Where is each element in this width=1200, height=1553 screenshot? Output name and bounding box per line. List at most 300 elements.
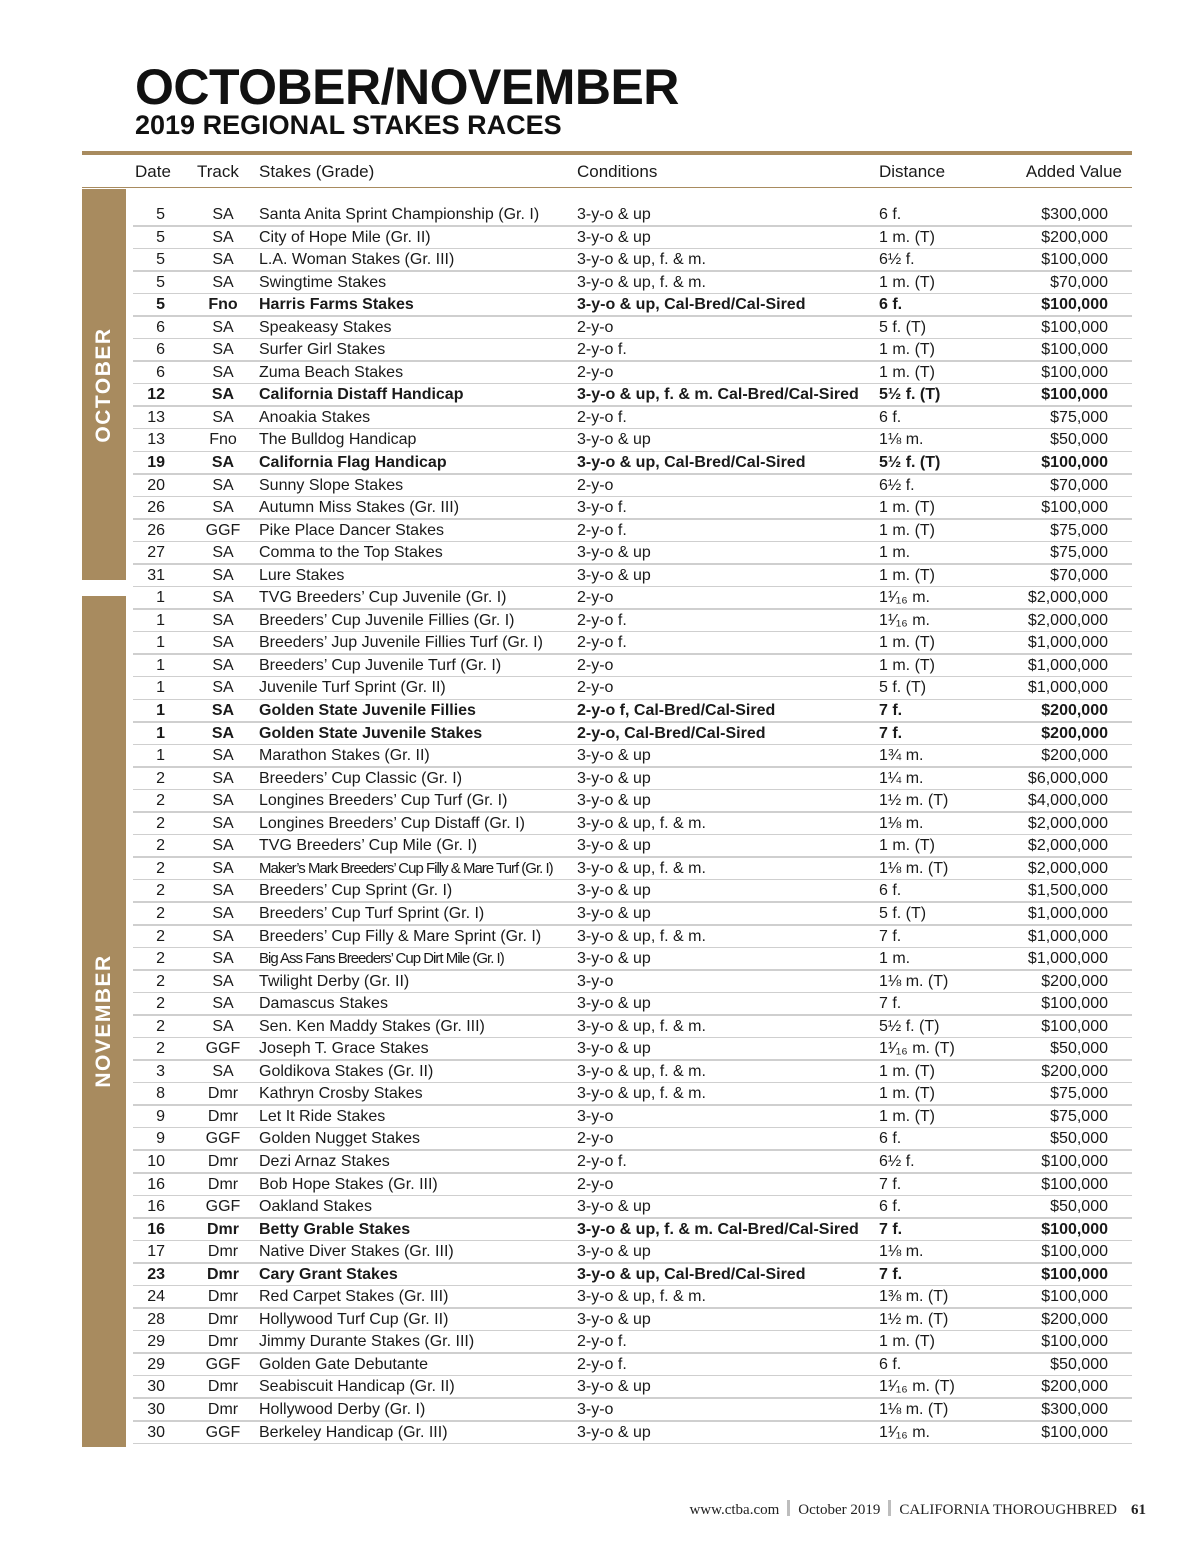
cell-added-value: $4,000,000 (1027, 792, 1108, 810)
cell-distance: 1⅛ m. (T) (879, 972, 949, 990)
cell-date: 2 (156, 792, 165, 810)
table-row (0, 587, 1200, 610)
table-row (0, 542, 1200, 565)
cell-track: SA (212, 273, 234, 291)
cell-conditions: 3-y-o & up, f. & m. (577, 251, 706, 269)
cell-stakes: Seabiscuit Handicap (Gr. II) (259, 1378, 455, 1396)
cell-stakes: Santa Anita Sprint Championship (Gr. I) (259, 206, 540, 223)
cell-added-value: $2,000,000 (1027, 589, 1108, 607)
cell-added-value: $100,000 (1041, 1220, 1108, 1238)
cell-distance: 1⅛ m. (879, 1243, 924, 1261)
cell-stakes: Goldikova Stakes (Gr. II) (259, 1062, 434, 1080)
cell-date: 1 (156, 747, 165, 765)
cell-stakes: Twilight Derby (Gr. II) (259, 972, 410, 990)
footer-separator (787, 1500, 790, 1516)
cell-track: SA (212, 769, 234, 787)
cell-distance: 1⅜ m. (T) (879, 1288, 949, 1306)
table-row (0, 1286, 1200, 1309)
footer-issue: October 2019 (798, 1502, 881, 1518)
cell-stakes: Comma to the Top Stakes (259, 544, 443, 562)
cell-added-value: $100,000 (1041, 341, 1108, 359)
cell-conditions: 2-y-o f. (577, 1152, 627, 1170)
table-row (0, 813, 1200, 836)
cell-track: Dmr (207, 1107, 239, 1125)
cell-stakes: Jimmy Durante Stakes (Gr. III) (259, 1333, 475, 1351)
cell-conditions: 2-y-o (577, 318, 614, 336)
cell-added-value: $200,000 (1041, 1310, 1108, 1328)
cell-distance: 1 m. (T) (879, 341, 935, 359)
cell-conditions: 3-y-o & up, Cal-Bred/Cal-Sired (577, 1265, 806, 1283)
cell-stakes: Swingtime Stakes (259, 273, 387, 291)
cell-date: 1 (156, 679, 165, 697)
table-row (0, 249, 1200, 272)
cell-date: 12 (147, 386, 165, 404)
cell-stakes: Speakeasy Stakes (259, 318, 392, 336)
cell-date: 16 (147, 1175, 165, 1193)
table-row (0, 677, 1200, 700)
cell-added-value: $6,000,000 (1027, 769, 1108, 787)
cell-track: SA (212, 950, 234, 968)
cell-conditions: 3-y-o & up (577, 904, 651, 922)
cell-distance: 1¹⁄₁₆ m. (879, 1423, 930, 1441)
cell-stakes: Sen. Ken Maddy Stakes (Gr. III) (259, 1017, 485, 1035)
cell-added-value: $100,000 (1041, 386, 1108, 404)
cell-added-value: $50,000 (1050, 1130, 1108, 1148)
cell-distance: 6 f. (879, 408, 902, 426)
cell-date: 6 (156, 363, 165, 381)
table-row (0, 790, 1200, 813)
cell-conditions: 3-y-o & up, Cal-Bred/Cal-Sired (577, 454, 806, 472)
cell-track: SA (212, 972, 234, 990)
cell-distance: 1 m. (T) (879, 228, 935, 246)
table-row (0, 723, 1200, 746)
cell-added-value: $70,000 (1050, 476, 1108, 494)
cell-added-value: $100,000 (1041, 1333, 1108, 1351)
table-row (0, 1309, 1200, 1332)
cell-conditions: 3-y-o & up (577, 206, 651, 223)
cell-stakes: Surfer Girl Stakes (259, 341, 386, 359)
cell-conditions: 3-y-o & up, Cal-Bred/Cal-Sired (577, 296, 806, 314)
cell-stakes: Breeders’ Cup Juvenile Turf (Gr. I) (259, 656, 502, 674)
cell-stakes: Big Ass Fans Breeders’ Cup Dirt Mile (Gr. I) (259, 950, 504, 968)
cell-added-value: $75,000 (1050, 1085, 1108, 1103)
cell-track: SA (212, 318, 234, 336)
cell-stakes: Autumn Miss Stakes (Gr. III) (259, 499, 460, 517)
cell-date: 1 (156, 702, 165, 720)
cell-added-value: $100,000 (1041, 363, 1108, 381)
cell-conditions: 3-y-o & up, f. & m. (577, 814, 706, 832)
table-row (0, 1016, 1200, 1039)
cell-distance: 1 m. (T) (879, 363, 935, 381)
cell-added-value: $2,000,000 (1027, 814, 1108, 832)
cell-track: SA (212, 408, 234, 426)
cell-added-value: $100,000 (1041, 995, 1108, 1013)
cell-date: 1 (156, 656, 165, 674)
table-row (0, 632, 1200, 655)
cell-track: SA (212, 1017, 234, 1035)
table-row (0, 1331, 1200, 1354)
cell-added-value: $75,000 (1050, 1107, 1108, 1125)
cell-distance: 6 f. (879, 1130, 902, 1148)
cell-added-value: $1,500,000 (1027, 882, 1108, 900)
cell-conditions: 3-y-o & up (577, 1378, 651, 1396)
cell-distance: 5 f. (T) (879, 318, 927, 336)
cell-added-value: $50,000 (1050, 431, 1108, 449)
cell-distance: 1 m. (T) (879, 656, 935, 674)
cell-stakes: Bob Hope Stakes (Gr. III) (259, 1175, 438, 1193)
table-row (0, 1241, 1200, 1264)
cell-track: SA (212, 634, 234, 652)
cell-track: GGF (205, 1040, 241, 1058)
cell-added-value: $200,000 (1041, 1062, 1108, 1080)
cell-stakes: Marathon Stakes (Gr. II) (259, 747, 430, 765)
cell-added-value: $200,000 (1041, 702, 1108, 720)
cell-conditions: 3-y-o & up (577, 882, 651, 900)
cell-track: Dmr (207, 1243, 239, 1261)
cell-date: 5 (156, 251, 165, 269)
table-row (0, 768, 1200, 791)
cell-date: 2 (156, 950, 165, 968)
cell-track: Dmr (206, 1265, 239, 1283)
cell-date: 2 (156, 1017, 165, 1035)
cell-track: Fno (208, 296, 238, 314)
cell-conditions: 3-y-o (577, 1107, 614, 1125)
cell-track: Dmr (207, 1152, 239, 1170)
table-row (0, 1422, 1200, 1445)
cell-distance: 1⅛ m. (T) (879, 1400, 949, 1418)
cell-conditions: 3-y-o & up (577, 431, 651, 449)
cell-distance: 1¾ m. (879, 747, 924, 765)
cell-distance: 7 f. (879, 702, 903, 720)
cell-added-value: $100,000 (1041, 454, 1108, 472)
cell-added-value: $100,000 (1041, 296, 1108, 314)
cell-distance: 6 f. (879, 882, 902, 900)
cell-track: SA (212, 228, 234, 246)
table-row (0, 204, 1200, 227)
cell-date: 24 (147, 1288, 165, 1306)
cell-track: SA (212, 566, 234, 584)
cell-stakes: Harris Farms Stakes (259, 296, 414, 314)
cell-date: 10 (147, 1152, 165, 1170)
cell-track: SA (212, 995, 234, 1013)
cell-added-value: $100,000 (1041, 1423, 1108, 1441)
cell-distance: 7 f. (879, 1220, 903, 1238)
column-header-distance: Distance (879, 162, 946, 181)
cell-stakes: Lure Stakes (259, 566, 345, 584)
table-row (0, 227, 1200, 250)
cell-distance: 1 m. (T) (879, 837, 935, 855)
table-row (0, 1219, 1200, 1242)
cell-conditions: 2-y-o (577, 679, 614, 697)
cell-date: 2 (156, 882, 165, 900)
cell-date: 27 (147, 544, 165, 562)
table-row (0, 1174, 1200, 1197)
cell-conditions: 2-y-o (577, 1130, 614, 1148)
table-row (0, 520, 1200, 543)
cell-stakes: Golden State Juvenile Fillies (259, 702, 476, 720)
table-row (0, 384, 1200, 407)
cell-track: SA (212, 679, 234, 697)
cell-stakes: Hollywood Derby (Gr. I) (259, 1400, 426, 1418)
cell-track: Dmr (207, 1288, 239, 1306)
cell-distance: 1¹⁄₁₆ m. (T) (879, 1040, 955, 1058)
cell-track: Dmr (207, 1175, 239, 1193)
table-row (0, 1399, 1200, 1422)
cell-conditions: 3-y-o & up, f. & m. (577, 1288, 706, 1306)
footer-separator (888, 1500, 891, 1516)
cell-conditions: 3-y-o & up, f. & m. Cal-Bred/Cal-Sired (577, 386, 859, 404)
cell-added-value: $50,000 (1050, 1355, 1108, 1373)
cell-track: Dmr (207, 1333, 239, 1351)
footer-publication: CALIFORNIA THOROUGHBRED (899, 1502, 1117, 1518)
cell-conditions: 3-y-o & up, f. & m. (577, 1017, 706, 1035)
cell-track: SA (212, 904, 234, 922)
cell-date: 6 (156, 318, 165, 336)
cell-stakes: Oakland Stakes (259, 1198, 372, 1216)
cell-conditions: 3-y-o & up, f. & m. (577, 273, 706, 291)
cell-conditions: 2-y-o (577, 476, 614, 494)
cell-date: 5 (156, 228, 165, 246)
cell-added-value: $100,000 (1041, 318, 1108, 336)
cell-conditions: 2-y-o f. (577, 408, 627, 426)
cell-track: SA (212, 1062, 234, 1080)
cell-stakes: Golden Nugget Stakes (259, 1130, 420, 1148)
cell-track: SA (212, 611, 234, 629)
cell-track: SA (212, 747, 234, 765)
cell-date: 1 (156, 611, 165, 629)
table-row (0, 362, 1200, 385)
cell-distance: 1⅛ m. (879, 814, 924, 832)
cell-distance: 1 m. (T) (879, 566, 935, 584)
cell-added-value: $2,000,000 (1027, 611, 1108, 629)
table-row (0, 1376, 1200, 1399)
table-row (0, 339, 1200, 362)
cell-conditions: 2-y-o f. (577, 341, 627, 359)
cell-date: 29 (147, 1355, 165, 1373)
cell-track: GGF (205, 1130, 241, 1148)
cell-added-value: $1,000,000 (1027, 634, 1108, 652)
cell-track: SA (212, 882, 234, 900)
page-title: OCTOBER/NOVEMBER (135, 59, 679, 115)
cell-date: 3 (156, 1062, 165, 1080)
cell-track: Dmr (207, 1378, 239, 1396)
cell-track: SA (211, 454, 235, 472)
cell-added-value: $100,000 (1041, 1152, 1108, 1170)
cell-track: SA (212, 792, 234, 810)
table-row (0, 858, 1200, 881)
cell-stakes: Hollywood Turf Cup (Gr. II) (259, 1310, 449, 1328)
november-month-label: NOVEMBER (92, 954, 115, 1088)
cell-stakes: City of Hope Mile (Gr. II) (259, 228, 431, 246)
cell-added-value: $100,000 (1041, 1288, 1108, 1306)
table-row (0, 1083, 1200, 1106)
cell-added-value: $75,000 (1050, 544, 1108, 562)
cell-track: Dmr (206, 1220, 239, 1238)
cell-conditions: 3-y-o & up, f. & m. (577, 927, 706, 945)
table-row (0, 971, 1200, 994)
column-header-date: Date (135, 162, 171, 181)
table-row (0, 452, 1200, 475)
cell-stakes: Breeders’ Cup Turf Sprint (Gr. I) (259, 904, 485, 922)
cell-stakes: Dezi Arnaz Stakes (259, 1152, 390, 1170)
title-divider (82, 151, 1132, 155)
cell-date: 23 (147, 1265, 165, 1283)
cell-stakes: Berkeley Handicap (Gr. III) (259, 1423, 448, 1441)
cell-date: 1 (156, 634, 165, 652)
cell-distance: 5 f. (T) (879, 679, 927, 697)
cell-conditions: 2-y-o (577, 363, 614, 381)
table-row (0, 880, 1200, 903)
cell-added-value: $300,000 (1041, 1400, 1108, 1418)
table-row (0, 700, 1200, 723)
cell-date: 29 (147, 1333, 165, 1351)
cell-distance: 5 f. (T) (879, 904, 927, 922)
cell-added-value: $1,000,000 (1027, 950, 1108, 968)
cell-distance: 1¹⁄₁₆ m. (T) (879, 1378, 955, 1396)
cell-date: 2 (156, 859, 165, 877)
cell-conditions: 2-y-o f. (577, 1333, 627, 1351)
table-row (0, 1128, 1200, 1151)
header-divider (82, 187, 1132, 188)
cell-conditions: 2-y-o f. (577, 1355, 627, 1373)
cell-date: 28 (147, 1310, 165, 1328)
cell-stakes: Maker’s Mark Breeders’ Cup Filly & Mare Turf (Gr. I) (259, 859, 553, 877)
table-row (0, 993, 1200, 1016)
cell-distance: 6½ f. (879, 251, 915, 269)
cell-track: SA (211, 386, 235, 404)
cell-added-value: $200,000 (1041, 724, 1108, 742)
cell-stakes: Red Carpet Stakes (Gr. III) (259, 1288, 449, 1306)
cell-date: 26 (147, 499, 165, 517)
cell-distance: 7 f. (879, 724, 903, 742)
table-row (0, 1151, 1200, 1174)
cell-date: 31 (147, 566, 165, 584)
cell-distance: 7 f. (879, 1265, 903, 1283)
column-header-added-value: Added Value (1025, 162, 1122, 181)
cell-stakes: Breeders’ Cup Classic (Gr. I) (259, 769, 463, 787)
cell-track: SA (212, 837, 234, 855)
cell-date: 2 (156, 814, 165, 832)
cell-conditions: 2-y-o (577, 656, 614, 674)
cell-date: 2 (156, 769, 165, 787)
cell-conditions: 3-y-o & up (577, 1423, 651, 1441)
cell-track: SA (212, 544, 234, 562)
cell-date: 1 (156, 724, 165, 742)
cell-date: 2 (156, 1040, 165, 1058)
cell-stakes: Juvenile Turf Sprint (Gr. II) (259, 679, 446, 697)
cell-track: SA (212, 363, 234, 381)
cell-track: SA (212, 859, 234, 877)
table-row (0, 835, 1200, 858)
cell-date: 2 (156, 837, 165, 855)
table-row (0, 1106, 1200, 1129)
cell-conditions: 3-y-o & up (577, 792, 651, 810)
cell-conditions: 3-y-o & up (577, 747, 651, 765)
table-row (0, 1196, 1200, 1219)
cell-distance: 1 m. (879, 544, 911, 562)
cell-added-value: $1,000,000 (1027, 656, 1108, 674)
cell-distance: 7 f. (879, 1175, 902, 1193)
cell-added-value: $75,000 (1050, 408, 1108, 426)
cell-distance: 1 m. (879, 950, 911, 968)
cell-conditions: 3-y-o & up, f. & m. (577, 1062, 706, 1080)
cell-date: 16 (147, 1198, 165, 1216)
table-row (0, 1354, 1200, 1377)
cell-stakes: California Distaff Handicap (259, 386, 464, 404)
cell-stakes: Zuma Beach Stakes (259, 363, 404, 381)
cell-distance: 1 m. (T) (879, 499, 935, 517)
stakes-table-body (0, 204, 1200, 1444)
cell-distance: 7 f. (879, 927, 902, 945)
column-header-track: Track (197, 162, 239, 181)
cell-track: GGF (205, 1423, 241, 1441)
table-row (0, 317, 1200, 340)
column-header-stakes: Stakes (Grade) (259, 162, 375, 181)
cell-track: GGF (205, 1198, 241, 1216)
cell-conditions: 3-y-o & up (577, 950, 651, 968)
cell-distance: 1 m. (T) (879, 1085, 935, 1103)
cell-track: SA (211, 702, 235, 720)
cell-conditions: 3-y-o & up (577, 1198, 651, 1216)
cell-stakes: California Flag Handicap (259, 454, 447, 472)
page-number: 61 (1131, 1502, 1146, 1518)
cell-stakes: Cary Grant Stakes (259, 1265, 398, 1283)
cell-date: 16 (147, 1220, 165, 1238)
cell-distance: 6½ f. (879, 1152, 915, 1170)
cell-conditions: 3-y-o (577, 972, 614, 990)
cell-conditions: 3-y-o f. (577, 499, 627, 517)
table-row (0, 475, 1200, 498)
cell-conditions: 2-y-o (577, 589, 614, 607)
cell-date: 6 (156, 341, 165, 359)
cell-date: 30 (147, 1378, 165, 1396)
cell-track: Fno (209, 431, 237, 449)
cell-distance: 1½ m. (T) (879, 1310, 949, 1328)
cell-distance: 5½ f. (T) (879, 386, 941, 404)
cell-added-value: $1,000,000 (1027, 927, 1108, 945)
page-subtitle: 2019 REGIONAL STAKES RACES (135, 110, 562, 140)
cell-distance: 1 m. (T) (879, 273, 935, 291)
cell-conditions: 3-y-o & up (577, 1310, 651, 1328)
table-header (0, 159, 1200, 185)
cell-added-value: $300,000 (1041, 206, 1108, 223)
cell-date: 1 (156, 589, 165, 607)
cell-distance: 1 m. (T) (879, 1333, 935, 1351)
cell-track: SA (212, 656, 234, 674)
cell-track: SA (212, 476, 234, 494)
cell-distance: 6 f. (879, 1355, 902, 1373)
table-row (0, 1061, 1200, 1084)
table-row (0, 1038, 1200, 1061)
cell-stakes: Betty Grable Stakes (259, 1220, 411, 1238)
table-row (0, 926, 1200, 949)
cell-distance: 1½ m. (T) (879, 792, 949, 810)
cell-distance: 1 m. (T) (879, 634, 935, 652)
cell-added-value: $100,000 (1041, 499, 1108, 517)
cell-added-value: $100,000 (1041, 1175, 1108, 1193)
cell-added-value: $70,000 (1050, 273, 1108, 291)
cell-distance: 5½ f. (T) (879, 454, 941, 472)
cell-stakes: TVG Breeders’ Cup Mile (Gr. I) (259, 837, 478, 855)
cell-stakes: Breeders’ Cup Juvenile Fillies (Gr. I) (259, 611, 515, 629)
cell-stakes: The Bulldog Handicap (259, 431, 417, 449)
cell-distance: 1⅛ m. (879, 431, 924, 449)
cell-track: GGF (205, 521, 241, 539)
table-row (0, 565, 1200, 588)
cell-distance: 6 f. (879, 206, 902, 223)
cell-track: SA (212, 251, 234, 269)
cell-distance: 6 f. (879, 1198, 902, 1216)
